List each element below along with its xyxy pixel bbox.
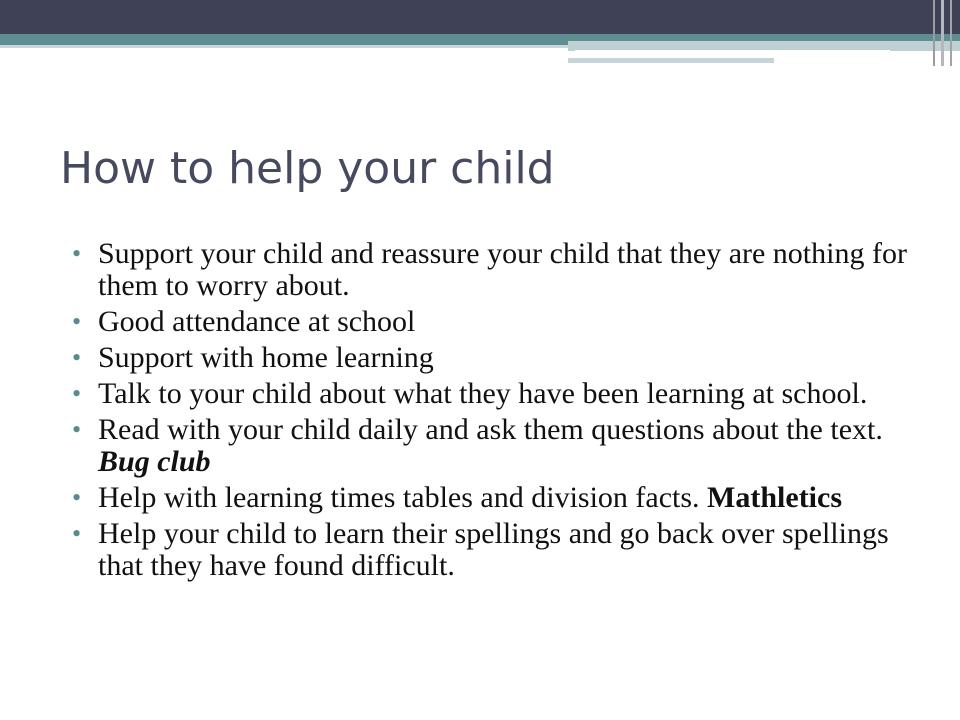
bullet-emphasis-bug-club: Bug club [98,445,211,478]
bullet-text: Good attendance at school [98,305,416,338]
bullet-marker: • [72,343,82,372]
header-dark-bar [0,0,960,34]
header-white-line [575,50,890,52]
bullet-item [72,306,907,338]
bullet-text: Talk to your child about what they have been learning at school. [98,377,868,410]
bullet-emphasis-mathletics: Mathletics [707,481,843,514]
bullet-text: Help your child to learn their spellings and go back over spellings that they have found difficult. [98,517,889,582]
bullet-marker: • [72,307,82,336]
bullet-marker: • [72,415,82,444]
header-light-stripe-short [568,58,774,63]
header-vertical-line [950,0,952,66]
bullet-marker: • [72,519,82,548]
header-vertical-line [933,0,935,66]
bullet-marker: • [72,239,82,268]
bullet-text: Read with your child daily and ask them questions about the text. [98,413,883,446]
slide-title: How to help your child [60,143,555,194]
bullet-list [72,238,907,586]
bullet-marker: • [72,483,82,512]
bullet-item [72,414,907,478]
bullet-marker: • [72,379,82,408]
bullet-item [72,378,907,410]
bullet-text: Support with home learning [98,341,434,374]
bullet-item [72,482,907,514]
bullet-item [72,238,907,302]
header-light-stripe-left [0,45,570,48]
header-vertical-line [941,0,944,66]
bullet-item [72,518,907,582]
bullet-text: Help with learning times tables and division facts. [98,481,708,514]
bullet-item [72,342,907,374]
bullet-text: Support your child and reassure your child that they are nothing for them to worry about. [98,237,907,302]
